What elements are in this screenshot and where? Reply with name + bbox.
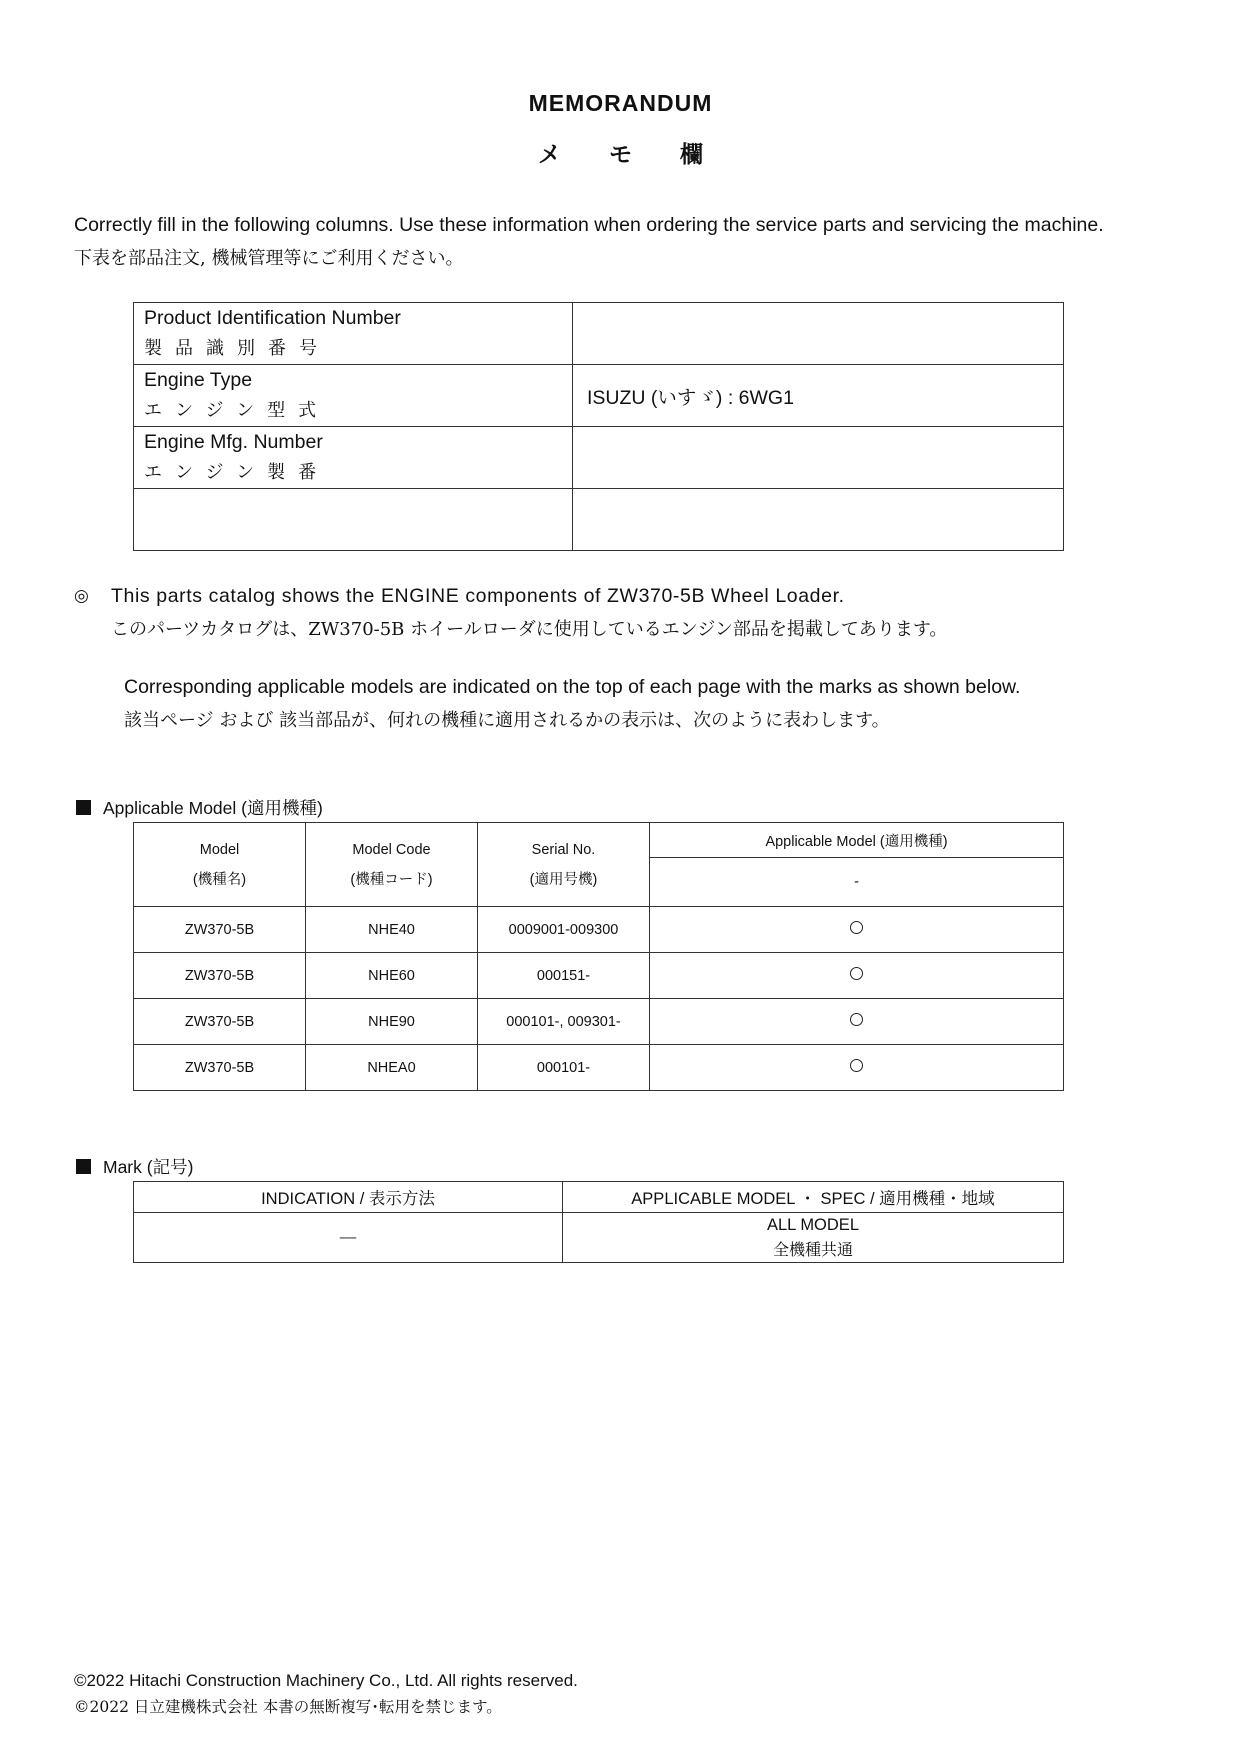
code-cell: NHE60 (306, 953, 478, 999)
title-jp-char: モ (609, 141, 632, 167)
mark-heading (76, 1154, 193, 1179)
model-cell: ZW370-5B (134, 953, 306, 999)
table-row (134, 1045, 1064, 1091)
info-table (133, 302, 1064, 551)
code-cell: NHE90 (306, 999, 478, 1045)
header-applicable-mark: - (650, 858, 1064, 907)
title-jp-char: メ (538, 141, 561, 167)
info-label-en: Engine Mfg. Number (144, 431, 323, 453)
applicable-model-title: Applicable Model (適用機種) (103, 798, 323, 818)
mark-indication-value: — (134, 1213, 563, 1263)
model-cell: ZW370-5B (134, 999, 306, 1045)
mark-cell (650, 1045, 1064, 1091)
header-serial-en: Serial No. (531, 841, 596, 858)
page-title: MEMORANDUM (528, 90, 713, 116)
header-model-en: Model (199, 841, 240, 858)
mark-table (133, 1181, 1064, 1263)
info-label-cell (134, 365, 573, 427)
blank-value-cell[interactable] (573, 489, 1064, 551)
footer-copyright-en: ©2022 Hitachi Construction Machinery Co., Ltd. All rights reserved. (74, 1671, 578, 1690)
info-label-cell (134, 303, 573, 365)
mark-applicable-value (563, 1213, 1064, 1263)
serial-cell: 000101-, 009301- (478, 999, 650, 1045)
circle-mark-icon (850, 967, 863, 980)
info-label-en: Engine Type (144, 369, 253, 391)
info-label-jp: エンジン製番 (144, 462, 330, 483)
code-cell: NHE40 (306, 907, 478, 953)
notice-text-en: This parts catalog shows the ENGINE components of ZW370-5B Wheel Loader. (111, 585, 845, 607)
product-id-value-cell[interactable] (573, 303, 1064, 365)
corresponding-text-en: Corresponding applicable models are indicated on the top of each page with the marks as shown below. (124, 676, 1021, 698)
engine-type-value: ISUZU (いすゞ) : 6WG1 (573, 365, 1064, 427)
mark-header-applicable: APPLICABLE MODEL ・ SPEC / 適用機種・地域 (563, 1182, 1064, 1213)
notice-text-jp: このパーツカタログは、ZW370-5B ホイールローダに使用しているエンジン部品を掲載してあります。 (111, 619, 948, 640)
intro-text-en: Correctly fill in the following columns. Use these information when ordering the service parts and servicing the machine. (74, 214, 1104, 236)
info-label-jp: 製品識別番号 (144, 338, 330, 359)
applicable-model-heading (76, 795, 323, 820)
header-code-en: Model Code (352, 841, 431, 858)
mark-header-indication: INDICATION / 表示方法 (134, 1182, 563, 1213)
mark-cell (650, 907, 1064, 953)
corresponding-text-jp: 該当ページ および 該当部品が、何れの機種に適用されるかの表示は、次のように表わします。 (124, 710, 890, 731)
header-applicable: Applicable Model (適用機種) (650, 823, 1064, 858)
code-cell: NHEA0 (306, 1045, 478, 1091)
info-label-en: Product Identification Number (144, 307, 401, 329)
all-model-en: ALL MODEL (766, 1215, 859, 1234)
engine-mfg-value-cell[interactable] (573, 427, 1064, 489)
circle-mark-icon (850, 1059, 863, 1072)
model-cell: ZW370-5B (134, 907, 306, 953)
title-jp-char: 欄 (680, 141, 703, 167)
mark-cell (650, 953, 1064, 999)
intro-text-jp: 下表を部品注文, 機械管理等にご利用ください。 (74, 248, 464, 269)
header-model-code (306, 823, 478, 907)
serial-cell: 000151- (478, 953, 650, 999)
header-model-jp: (機種名) (192, 871, 247, 888)
info-label-cell (134, 427, 573, 489)
page-title-jp (0, 136, 1241, 169)
all-model-jp: 全機種共通 (772, 1239, 853, 1259)
table-row (134, 999, 1064, 1045)
footer-copyright-jp: ©2022 日立建機株式会社 本書の無断複写･転用を禁じます。 (74, 1698, 502, 1716)
info-label-jp: エンジン型式 (144, 400, 330, 421)
mark-cell (650, 999, 1064, 1045)
double-circle-icon: ◎ (74, 586, 89, 605)
header-model (134, 823, 306, 907)
header-serial-jp: (適用号機) (529, 871, 598, 888)
square-bullet-icon (76, 800, 91, 815)
circle-mark-icon (850, 1013, 863, 1026)
serial-cell: 000101- (478, 1045, 650, 1091)
blank-label-cell[interactable] (134, 489, 573, 551)
header-serial (478, 823, 650, 907)
mark-title: Mark (記号) (103, 1157, 194, 1177)
table-row (134, 953, 1064, 999)
serial-cell: 0009001-009300 (478, 907, 650, 953)
model-cell: ZW370-5B (134, 1045, 306, 1091)
circle-mark-icon (850, 921, 863, 934)
square-bullet-icon (76, 1159, 91, 1174)
applicable-model-table (133, 822, 1064, 1091)
header-code-jp: (機種コード) (350, 871, 433, 888)
table-row (134, 907, 1064, 953)
